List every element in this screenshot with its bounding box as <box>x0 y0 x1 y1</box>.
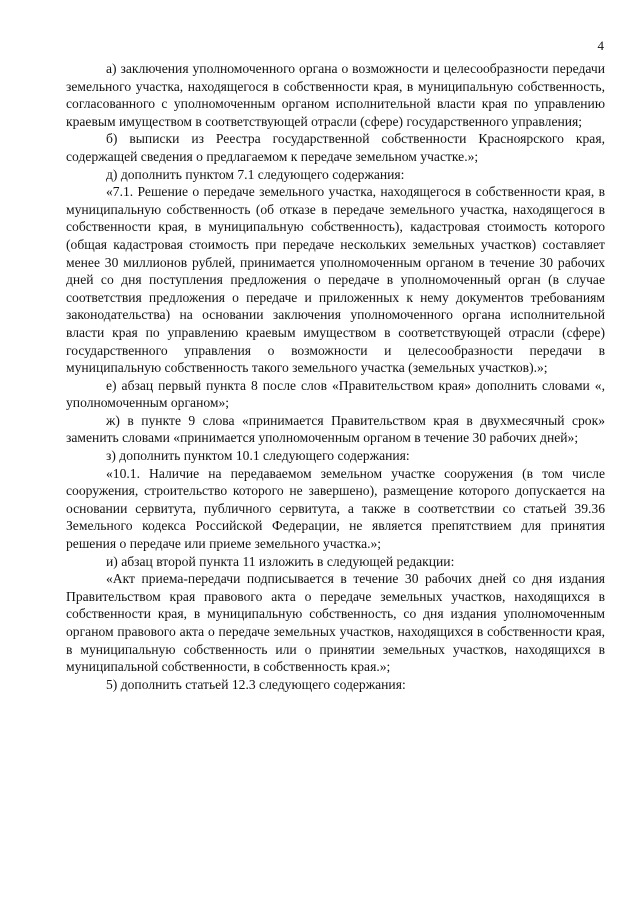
paragraph-point-7-1-text: «7.1. Решение о передаче земельного участка, находящегося в собственности края, в муниципальную собственность (об отказе в передаче земельного участка, находящегося в собственности края, в муниципальную собственность), кадастровая стоимость которого (общая кадастровая стоимость при передаче нескольких земельных участков) составляет менее 30 миллионов рублей, принимается уполномоченным органом в течение 30 рабочих дней со дня поступления предложения о передаче в уполномоченный орган (в случае соответствия предложения о передаче и приложенных к нему документов требованиям законодательства) на основании заключения уполномоченного органа исполнительной власти края по управлению краевым имуществом в соответствующей отрасли (сфере) государственного управления о возможности и целесообразности передачи в муниципальную собственность такого земельного участка (земельных участков).»; <box>66 184 605 376</box>
page-number: 4 <box>597 38 604 53</box>
paragraph-point-10-1-text: «10.1. Наличие на передаваемом земельном участке сооружения (в том числе сооружения, строительство которого не завершено), размещение которого допускается на основании сервитута, публичного сервитута, а также в соответствии со статьей 39.36 Земельного кодекса Российской Федерации, не является препятствием для принятия решения о передаче или приеме земельного участка.»; <box>66 465 605 552</box>
paragraph-b-registry-extract: б) выписки из Реестра государственной собственности Красноярского края, содержащей сведения о предлагаемом к передаче земельном участке.»; <box>66 131 605 164</box>
paragraph-5-add-article-12-3: 5) дополнить статьей 12.3 следующего содержания: <box>106 676 406 692</box>
document-body <box>66 60 605 693</box>
paragraph-zh-point-9: ж) в пункте 9 слова «принимается Правительством края в двухмесячный срок» заменить словами «принимается уполномоченным органом в течение 30 рабочих дней»; <box>66 412 605 446</box>
paragraph-d-add-point-7-1: д) дополнить пунктом 7.1 следующего содержания: <box>106 166 405 182</box>
paragraph-i-point-11: и) абзац второй пункта 11 изложить в следующей редакции: <box>106 553 455 569</box>
paragraph-e-point-8: е) абзац первый пункта 8 после слов «Правительством края» дополнить словами «, уполномоченным органом»; <box>66 377 605 411</box>
paragraph-z-add-point-10-1: з) дополнить пунктом 10.1 следующего содержания: <box>106 448 410 464</box>
paragraph-transfer-act-text: «Акт приема-передачи подписывается в течение 30 рабочих дней со дня издания Правительством края правового акта о передаче земельных участков, находящихся в собственности края, в муниципальную собственность, со дня издания уполномоченным органом правового акта о передаче земельных участков, находящихся в собственности края, в муниципальную собственность или о принятии земельных участков, находящихся в муниципальной собственности, в собственность края.»; <box>66 571 605 675</box>
paragraph-a-conclusion: а) заключения уполномоченного органа о возможности и целесообразности передачи земельного участка, находящегося в собственности края, в муниципальную собственность, согласованного с уполномоченным органом исполнительной власти края по управлению краевым имуществом в соответствующей отрасли (сфере) государственного управления; <box>66 61 605 129</box>
